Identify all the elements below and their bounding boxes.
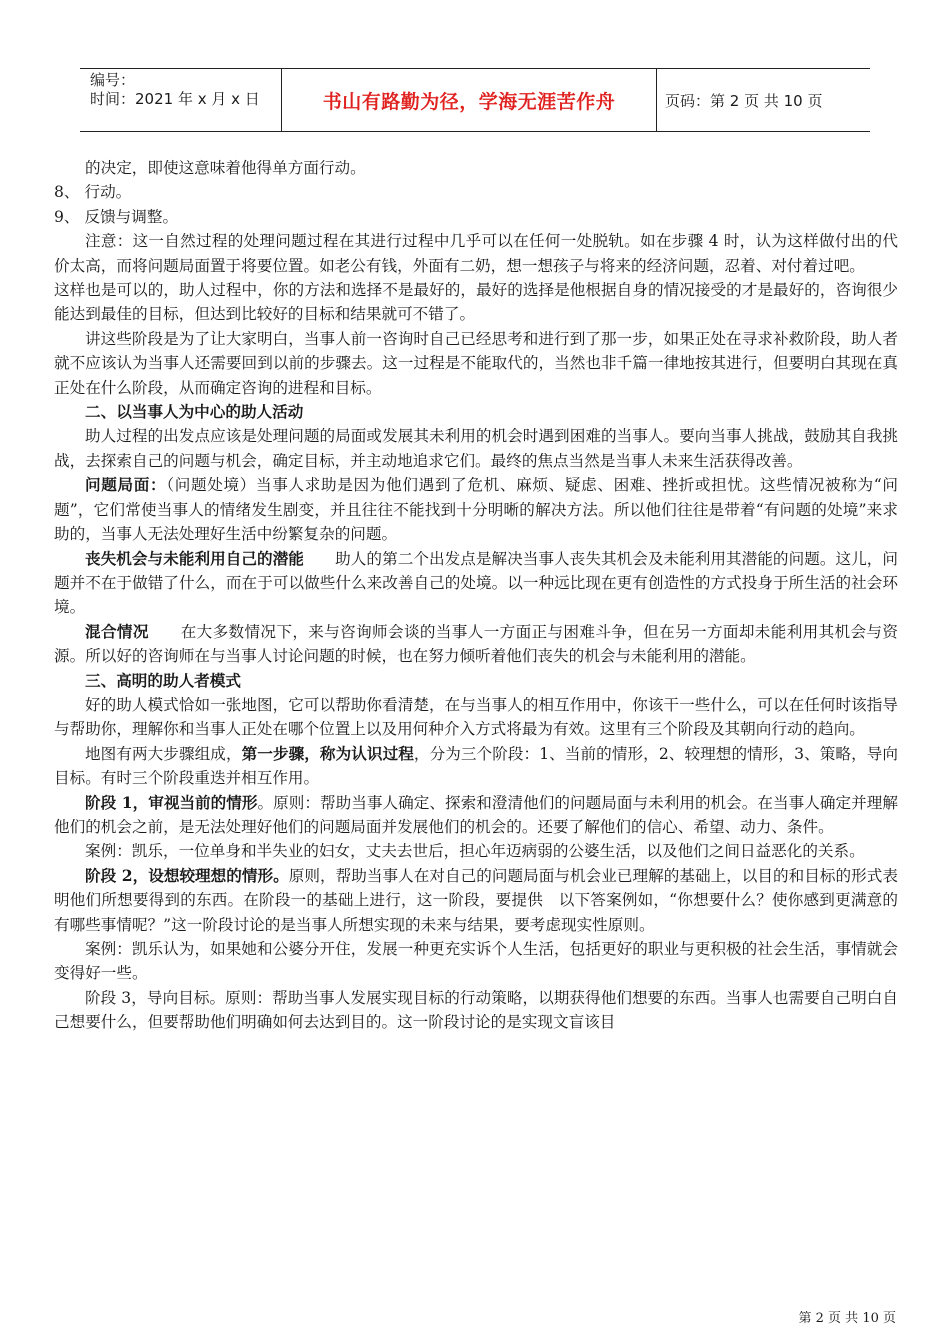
header-page-label: 页码：第 2 页 共 10 页 bbox=[665, 91, 823, 110]
paragraph bbox=[54, 473, 898, 546]
paragraph-text: ，分为三个阶段：1、当前的情形，2、较理想的情形，3、策略，导向目标。有时三个阶段重迭并相互作用。 bbox=[54, 744, 898, 788]
term-lost-opportunity: 丧失机会与未能利用自己的潜能 bbox=[85, 548, 304, 568]
list-item: 9、 反馈与调整。 bbox=[54, 207, 179, 226]
paragraph: 案例：凯乐认为，如果她和公婆分开住，发展一种更充实诉个人生活，包括更好的职业与更积极的社会生活，事情就会变得好一些。 bbox=[54, 940, 898, 983]
paragraph: 注意：这一自然过程的处理问题过程在其进行过程中几乎可以在任何一处脱轨。如在步骤 4 时，认为这样做付出的代价太高，而将问题局面置于将要位置。如老公有钱，外面有二奶，想一想孩子与将来的经济问题，忍着、对付着过吧。 bbox=[54, 232, 898, 275]
list-item: 8、 行动。 bbox=[54, 183, 132, 202]
term-problem-situation: 问题局面： bbox=[85, 475, 167, 495]
page-footer: 第 2 页 共 10 页 bbox=[798, 1311, 896, 1326]
paragraph: 案例：凯乐，一位单身和半失业的妇女，丈夫去世后，担心年迈病弱的公婆生活，以及他们之间日益恶化的关系。 bbox=[85, 842, 865, 861]
paragraph bbox=[54, 864, 898, 937]
header-meta bbox=[80, 69, 282, 131]
paragraph-text: 地图有两大步骤组成， bbox=[85, 744, 242, 763]
paragraph-text: 。原则：帮助当事人确定、探索和澄清他们的问题局面与未利用的机会。在当事人确定并理解他们的机会之前，是无法处理好他们的问题局面并发展他们的机会的。还要了解他们的信心、希望、动力、条件。 bbox=[54, 793, 898, 836]
paragraph-text: 原则，帮助当事人在对自己的问题局面与机会业已理解的基础上，以目的和目标的形式表明他们所想要得到的东西。在阶段一的基础上进行，这一阶段，要提供 以下答案例如，“你想要什么？使你感到更满意的有哪些事情呢？”这一阶段讨论的是当事人所想实现的未来与结果，要考虑现实性原则。 bbox=[54, 866, 898, 934]
term-first-step: 第一步骤，称为认识过程 bbox=[241, 743, 414, 763]
paragraph bbox=[54, 742, 898, 791]
page-header bbox=[80, 68, 870, 132]
paragraph-text: 在大多数情况下，来与咨询师会谈的当事人一方面正与困难斗争，但在另一方面却未能利用其机会与资源。所以好的咨询师在与当事人讨论问题的时候，也在努力倾听着他们丧失的机会与未能利用的潜能。 bbox=[54, 622, 898, 666]
section-heading: 二、以当事人为中心的助人活动 bbox=[85, 402, 304, 422]
paragraph: 阶段 3，导向目标。原则：帮助当事人发展实现目标的行动策略，以期获得他们想要的东西。当事人也需要自己明白自己想要什么，但要帮助他们明确如何去达到目的。这一阶段讨论的是实现文盲该目 bbox=[54, 988, 898, 1032]
paragraph: 助人过程的出发点应该是处理问题的局面或发展其未利用的机会时遇到困难的当事人。要向当事人挑战，鼓励其自我挑战，去探索自己的问题与机会，确定目标，并主动地追求它们。最终的焦点当然是当事人未来生活获得改善。 bbox=[54, 427, 898, 470]
number-label: 编号： bbox=[90, 71, 136, 89]
document-body bbox=[54, 156, 898, 1035]
time-label: 时间：2021 年 x 月 x 日 bbox=[90, 90, 260, 108]
stage-1-title: 阶段 1，审视当前的情形 bbox=[85, 792, 258, 812]
section-heading: 三、高明的助人者模式 bbox=[85, 670, 241, 690]
paragraph: 讲这些阶段是为了让大家明白，当事人前一咨询时自己已经思考和进行到了那一步，如果正处在寻求补救阶段，助人者就不应该认为当事人还需要回到以前的步骤去。这一过程是不能取代的，当然也非千篇一律地按其进行，但要明白其现在真正处在什么阶段，从而确定咨询的进程和目标。 bbox=[54, 329, 898, 397]
paragraph bbox=[54, 547, 898, 620]
term-mixed-situation: 混合情况 bbox=[85, 621, 149, 641]
paragraph bbox=[54, 791, 898, 840]
stage-2-title: 阶段 2，设想较理想的情形。 bbox=[85, 865, 289, 885]
paragraph bbox=[54, 620, 898, 669]
paragraph-text: 助人的第二个出发点是解决当事人丧失其机会及未能利用其潜能的问题。这儿，问题并不在于做错了什么，而在于可以做些什么来改善自己的处境。以一种远比现在更有创造性的方式投身于所生活的社会环境。 bbox=[54, 549, 898, 617]
paragraph: 的决定，即使这意味着他得单方面行动。 bbox=[85, 159, 366, 177]
header-motto: 书山有路勤为径，学海无涯苦作舟 bbox=[282, 69, 657, 131]
paragraph: 这样也是可以的，助人过程中，你的方法和选择不是最好的，最好的选择是他根据自身的情况接受的才是最好的，咨询很少能达到最佳的目标，但达到比较好的目标和结果就可不错了。 bbox=[54, 281, 898, 324]
paragraph: 好的助人模式恰如一张地图，它可以帮助你看清楚，在与当事人的相互作用中，你该干一些什么，可以在任何时该指导与帮助你，理解你和当事人正处在哪个位置上以及用何种介入方式将最为有效。这里有三个阶段及其朝向行动的趋向。 bbox=[54, 695, 898, 739]
paragraph-text: （问题处境）当事人求助是因为他们遇到了危机、麻烦、疑虑、困难、挫折或担忧。这些情况被称为“问题”，它们常使当事人的情绪发生剧变，并且往往不能找到十分明晰的解决方法。所以他们往往是带着“有问题的处境”来求助的，当事人无法处理好生活中纷繁复杂的问题。 bbox=[54, 476, 898, 544]
